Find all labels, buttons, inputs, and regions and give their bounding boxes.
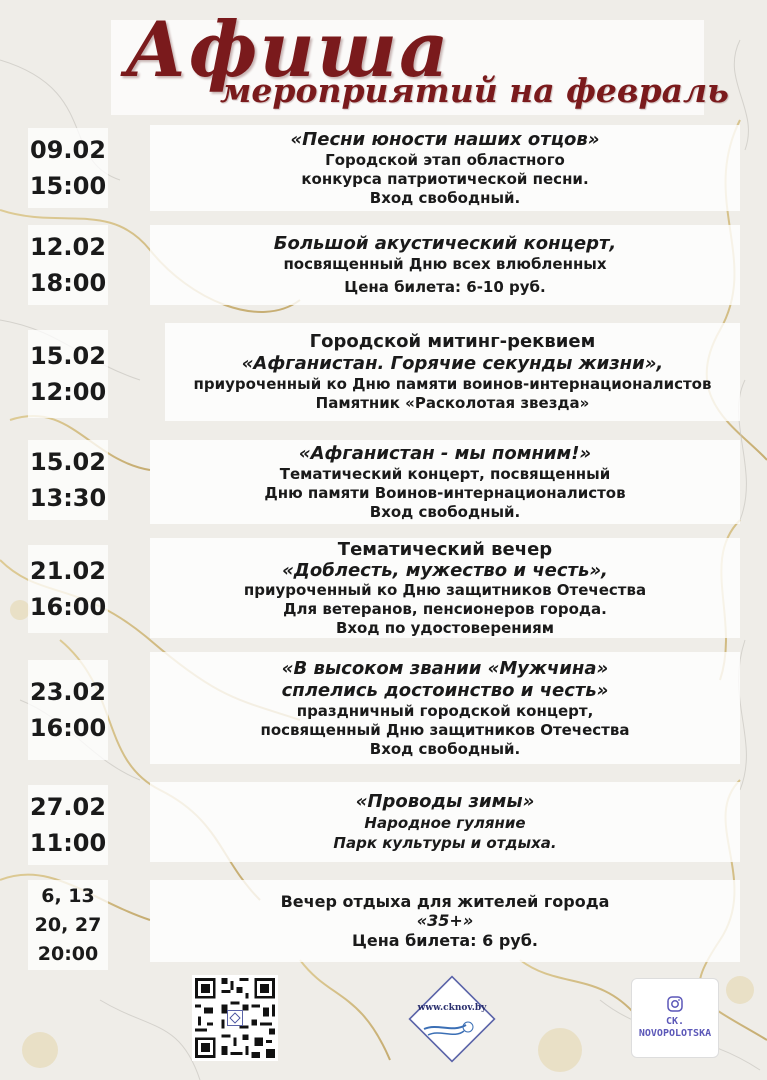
event-line: Цена билета: 6 руб. — [352, 931, 538, 950]
event-date-box — [28, 545, 108, 633]
event-date-box — [28, 880, 108, 970]
event-title: Большой акустический концерт, — [273, 233, 617, 254]
event-info — [150, 652, 740, 764]
event-time: 12:00 — [29, 378, 107, 406]
event-subtitle: «Доблесть, мужество и честь», — [282, 559, 608, 581]
event-time: 20, 27 — [34, 913, 102, 936]
event-title: «В высоком звании «Мужчина» — [281, 657, 609, 679]
event-line: приуроченный ко Дню памяти воинов-интернационалистов — [193, 375, 712, 393]
event-date-box — [28, 330, 108, 418]
event-line: Памятник «Расколотая звезда» — [315, 394, 590, 412]
event-line: Вход по удостоверениям — [335, 618, 555, 637]
event-line: Цена билета: 6-10 руб. — [344, 278, 546, 296]
event-date: 15.02 — [30, 448, 106, 476]
event-line: Вход свободный. — [369, 502, 521, 521]
event-date: 12.02 — [30, 233, 106, 261]
event-title: Вечер отдыха для жителей города — [280, 892, 610, 911]
event-line: Народное гуляние — [364, 814, 526, 832]
event-title: Городской митинг-реквием — [309, 331, 596, 352]
event-date-box — [28, 660, 108, 760]
event-info — [150, 125, 740, 211]
event-line: приуроченный ко Дню защитников Отечества — [243, 580, 647, 599]
event-info — [150, 440, 740, 524]
qr-code-icon[interactable] — [192, 975, 278, 1061]
event-line: Городской этап областного — [325, 150, 565, 169]
event-date: 27.02 — [30, 793, 106, 821]
event-date-box — [28, 225, 108, 305]
event-line: праздничный городской концерт, — [296, 701, 594, 720]
event-time: 16:00 — [29, 593, 107, 621]
event-date: 6, 13 — [41, 884, 95, 907]
event-title: «Песни юности наших отцов» — [290, 128, 600, 150]
event-date: 23.02 — [30, 678, 106, 706]
event-time: 16:00 — [29, 714, 107, 742]
event-date-box — [28, 128, 108, 208]
page-title: Афиша — [125, 5, 451, 94]
event-time: 11:00 — [29, 829, 107, 857]
event-date-box — [28, 785, 108, 865]
event-line: Вход свободный. — [369, 739, 521, 758]
instagram-handle-line1: CK. — [665, 1016, 685, 1027]
event-line: Тематический концерт, посвященный — [279, 464, 611, 483]
event-line: посвященный Дню защитников Отечества — [260, 720, 630, 739]
event-date: 09.02 — [30, 136, 106, 164]
event-line: конкурса патриотической песни. — [301, 169, 589, 188]
event-line: Дню памяти Воинов-интернационалистов — [264, 483, 626, 502]
event-title: Тематический вечер — [337, 538, 553, 560]
event-line: Парк культуры и отдыха. — [333, 834, 557, 852]
event-line: посвященный Дню всех влюбленных — [283, 255, 607, 273]
event-subtitle: сплелись достоинство и честь» — [281, 679, 609, 701]
event-info — [165, 323, 740, 421]
event-info — [150, 225, 740, 305]
event-date: 15.02 — [30, 342, 106, 370]
event-info — [150, 880, 740, 962]
page-subtitle: мероприятий на февраль — [220, 71, 729, 110]
instagram-icon — [667, 996, 683, 1012]
site-logo[interactable] — [400, 967, 504, 1071]
event-info — [150, 782, 740, 862]
instagram-link[interactable] — [631, 978, 719, 1058]
event-info — [150, 538, 740, 638]
event-title: «Проводы зимы» — [355, 791, 535, 812]
event-time: 15:00 — [29, 172, 107, 200]
event-time: 18:00 — [29, 269, 107, 297]
event-line: Для ветеранов, пенсионеров города. — [283, 599, 607, 618]
event-title: «Афганистан - мы помним!» — [298, 442, 592, 464]
event-date: 21.02 — [30, 557, 106, 585]
event-line: Вход свободный. — [369, 188, 521, 207]
site-url: www.cknov.by — [417, 1003, 487, 1013]
event-time: 13:30 — [29, 484, 107, 512]
event-line: «35+» — [416, 911, 474, 930]
event-date-box — [28, 440, 108, 520]
event-subtitle: «Афганистан. Горячие секунды жизни», — [241, 353, 664, 374]
instagram-handle-line2: NOVOPOLOTSKA — [638, 1028, 712, 1039]
event-time-2: 20:00 — [37, 942, 99, 965]
